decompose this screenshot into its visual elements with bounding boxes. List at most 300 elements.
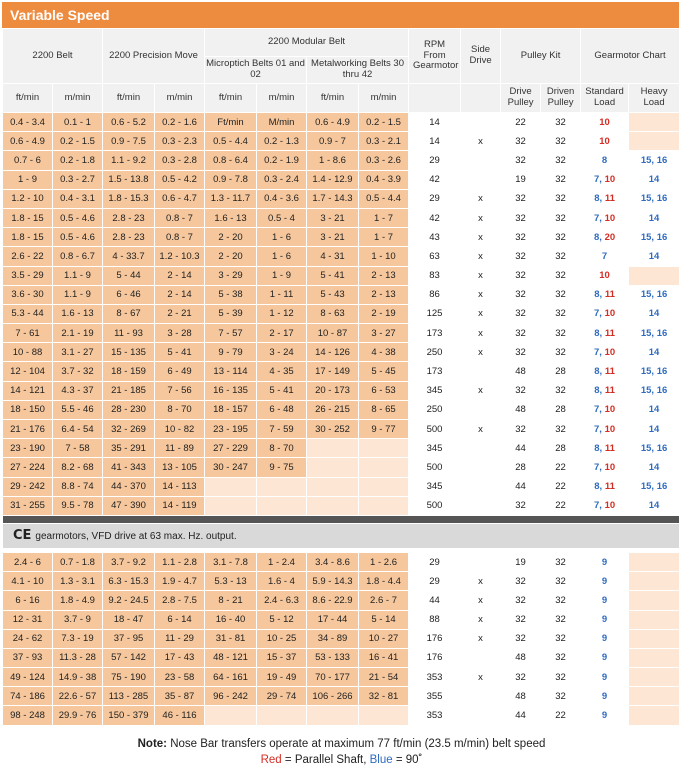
cell-belt-mmin: 7.3 - 19 <box>53 629 103 648</box>
cell-rpm: 345 <box>409 477 461 496</box>
cell-belt-ftmin: 23 - 190 <box>3 439 53 458</box>
cell-metalworking-ftmin: 106 - 266 <box>307 687 359 706</box>
cell-rpm: 29 <box>409 552 461 571</box>
cell-rpm: 42 <box>409 208 461 227</box>
cell-microptich-ftmin <box>205 477 257 496</box>
cell-driven-pulley: 32 <box>541 285 581 304</box>
cell-drive-pulley: 48 <box>501 687 541 706</box>
gearmotor-number: 10 <box>604 404 616 416</box>
cell-microptich-ftmin: 2 - 20 <box>205 228 257 247</box>
cell-drive-pulley: 32 <box>501 132 541 151</box>
cell-metalworking-ftmin: 20 - 173 <box>307 381 359 400</box>
cell-microptich-ftmin: 18 - 157 <box>205 400 257 419</box>
cell-rpm: 176 <box>409 629 461 648</box>
header-ftmin: ft/min <box>103 84 155 113</box>
cell-standard-load <box>581 151 629 170</box>
cell-standard-load <box>581 591 629 610</box>
cell-metalworking-ftmin: 5.9 - 14.3 <box>307 572 359 591</box>
cell-belt-ftmin: 3.5 - 29 <box>3 266 53 285</box>
table-row <box>3 648 680 667</box>
cell-metalworking-ftmin: 34 - 89 <box>307 629 359 648</box>
header-microptich: Microptich Belts 01 and 02 <box>205 57 307 84</box>
table-row <box>3 439 680 458</box>
header-modular-belt: 2200 Modular Belt <box>205 29 409 57</box>
cell-drive-pulley: 32 <box>501 420 541 439</box>
cell-precision-mmin: 1.9 - 4.7 <box>155 572 205 591</box>
cell-rpm: 173 <box>409 362 461 381</box>
cell-precision-ftmin: 37 - 95 <box>103 629 155 648</box>
table-row <box>3 610 680 629</box>
cell-rpm: 500 <box>409 420 461 439</box>
cell-side-drive: x <box>461 189 501 208</box>
cell-precision-ftmin: 8 - 67 <box>103 304 155 323</box>
cell-microptich-mmin: 7 - 59 <box>257 420 307 439</box>
cell-belt-ftmin: 5.3 - 44 <box>3 304 53 323</box>
cell-metalworking-ftmin: 14 - 126 <box>307 343 359 362</box>
table-row <box>3 400 680 419</box>
cell-metalworking-ftmin: 0.6 - 4.9 <box>307 113 359 132</box>
gearmotor-number: 10 <box>599 270 610 282</box>
cell-metalworking-mmin: 2.6 - 7 <box>359 591 409 610</box>
cell-standard-load: 7, 10 <box>581 400 629 419</box>
gearmotor-number: 10 <box>599 135 610 147</box>
cell-microptich-mmin: 2 - 17 <box>257 324 307 343</box>
table-row <box>3 304 680 323</box>
cell-precision-ftmin: 41 - 343 <box>103 458 155 477</box>
cell-belt-mmin: 1.8 - 4.9 <box>53 591 103 610</box>
cell-precision-ftmin: 32 - 269 <box>103 420 155 439</box>
table-row <box>3 228 680 247</box>
cell-precision-ftmin: 11 - 93 <box>103 324 155 343</box>
cell-precision-mmin: 0.3 - 2.8 <box>155 151 205 170</box>
cell-drive-pulley: 32 <box>501 304 541 323</box>
cell-rpm: 500 <box>409 458 461 477</box>
cell-belt-ftmin: 18 - 150 <box>3 400 53 419</box>
cell-microptich-mmin: 15 - 37 <box>257 648 307 667</box>
cell-drive-pulley: 48 <box>501 648 541 667</box>
cell-driven-pulley: 32 <box>541 170 581 189</box>
gearmotor-number: 11 <box>604 442 615 454</box>
cell-precision-ftmin: 150 - 379 <box>103 706 155 725</box>
cell-precision-ftmin: 6.3 - 15.3 <box>103 572 155 591</box>
cell-heavy-load: 14 <box>629 170 680 189</box>
cell-belt-ftmin: 1.8 - 15 <box>3 228 53 247</box>
cell-metalworking-mmin: 0.4 - 3.9 <box>359 170 409 189</box>
cell-driven-pulley: 32 <box>541 420 581 439</box>
cell-microptich-ftmin: 0.5 - 4.4 <box>205 132 257 151</box>
cell-standard-load: 8, 11 <box>581 189 629 208</box>
cell-driven-pulley: 32 <box>541 552 581 571</box>
cell-microptich-mmin: 1 - 6 <box>257 228 307 247</box>
cell-rpm: 353 <box>409 668 461 687</box>
cell-belt-ftmin: 3.6 - 30 <box>3 285 53 304</box>
cell-heavy-load <box>629 591 680 610</box>
header-heavy-load: Heavy Load <box>629 84 680 113</box>
cell-heavy-load <box>629 648 680 667</box>
cell-rpm: 14 <box>409 132 461 151</box>
cell-microptich-mmin: 5 - 41 <box>257 381 307 400</box>
cell-side-drive <box>461 477 501 496</box>
cell-heavy-load: 15, 16 <box>629 362 680 381</box>
cell-precision-mmin: 0.3 - 2.3 <box>155 132 205 151</box>
cell-belt-ftmin: 29 - 242 <box>3 477 53 496</box>
cell-standard-load: 8, 11 <box>581 381 629 400</box>
cell-metalworking-mmin <box>359 458 409 477</box>
cell-precision-mmin: 2 - 14 <box>155 266 205 285</box>
cell-precision-mmin: 35 - 87 <box>155 687 205 706</box>
cell-belt-mmin: 1.3 - 3.1 <box>53 572 103 591</box>
cell-standard-load: 8, 11 <box>581 439 629 458</box>
cell-side-drive: x <box>461 324 501 343</box>
cell-drive-pulley: 48 <box>501 362 541 381</box>
cell-precision-mmin: 11 - 89 <box>155 439 205 458</box>
cell-precision-ftmin: 18 - 159 <box>103 362 155 381</box>
cell-microptich-mmin: 1 - 11 <box>257 285 307 304</box>
cell-drive-pulley: 32 <box>501 381 541 400</box>
cell-side-drive: x <box>461 228 501 247</box>
cell-metalworking-mmin: 6 - 53 <box>359 381 409 400</box>
cell-metalworking-mmin <box>359 706 409 725</box>
table-row <box>3 591 680 610</box>
cell-metalworking-ftmin: 5 - 41 <box>307 266 359 285</box>
cell-metalworking-ftmin: 30 - 252 <box>307 420 359 439</box>
cell-metalworking-ftmin: 70 - 177 <box>307 668 359 687</box>
cell-belt-mmin: 6.4 - 54 <box>53 420 103 439</box>
gearmotor-number: 8 <box>594 193 600 205</box>
cell-belt-mmin: 0.3 - 2.7 <box>53 170 103 189</box>
cell-metalworking-ftmin <box>307 458 359 477</box>
cell-belt-ftmin: 1.8 - 15 <box>3 208 53 227</box>
cell-driven-pulley: 32 <box>541 687 581 706</box>
cell-precision-mmin: 13 - 105 <box>155 458 205 477</box>
cell-standard-load: 8, 11 <box>581 477 629 496</box>
header-2200-belt: 2200 Belt <box>3 29 103 84</box>
gearmotor-number: 9 <box>601 575 608 587</box>
cell-heavy-load: 15, 16 <box>629 228 680 247</box>
header-standard-load: Standard Load <box>581 84 629 113</box>
cell-precision-mmin: 0.8 - 7 <box>155 208 205 227</box>
cell-metalworking-mmin <box>359 439 409 458</box>
cell-precision-mmin: 7 - 56 <box>155 381 205 400</box>
cell-heavy-load: 15, 16 <box>629 381 680 400</box>
gearmotor-number: 7 <box>593 212 600 224</box>
cell-precision-ftmin: 47 - 390 <box>103 496 155 515</box>
cell-belt-mmin: 1.1 - 9 <box>53 285 103 304</box>
cell-belt-mmin: 3.1 - 27 <box>53 343 103 362</box>
cell-driven-pulley: 28 <box>541 362 581 381</box>
cell-metalworking-ftmin: 0.9 - 7 <box>307 132 359 151</box>
note-label: Note: <box>137 738 167 750</box>
cell-belt-ftmin: 2.6 - 22 <box>3 247 53 266</box>
ce-band <box>3 523 680 548</box>
cell-driven-pulley: 32 <box>541 572 581 591</box>
cell-precision-mmin: 0.5 - 4.2 <box>155 170 205 189</box>
cell-microptich-mmin <box>257 477 307 496</box>
cell-rpm: 86 <box>409 285 461 304</box>
table-row <box>3 208 680 227</box>
gearmotor-number: 10 <box>604 308 616 320</box>
cell-rpm: 29 <box>409 572 461 591</box>
cell-precision-mmin: 1.1 - 2.8 <box>155 552 205 571</box>
cell-heavy-load: 14 <box>629 304 680 323</box>
cell-heavy-load: 15, 16 <box>629 151 680 170</box>
cell-belt-ftmin: 12 - 31 <box>3 610 53 629</box>
cell-driven-pulley: 32 <box>541 324 581 343</box>
cell-driven-pulley: 32 <box>541 113 581 132</box>
cell-heavy-load <box>629 629 680 648</box>
cell-side-drive <box>461 496 501 515</box>
gearmotor-number: 9 <box>601 710 608 722</box>
cell-precision-mmin: 46 - 116 <box>155 706 205 725</box>
gearmotor-number: 7 <box>593 423 600 435</box>
gearmotor-number: 8 <box>594 442 600 454</box>
gearmotor-number: 10 <box>604 461 616 473</box>
gearmotor-number: 11 <box>604 193 615 205</box>
cell-microptich-mmin: 3 - 24 <box>257 343 307 362</box>
cell-microptich-mmin: 2.4 - 6.3 <box>257 591 307 610</box>
section-divider <box>3 515 680 523</box>
cell-metalworking-mmin: 16 - 41 <box>359 648 409 667</box>
cell-microptich-ftmin: 23 - 195 <box>205 420 257 439</box>
header-mmin: m/min <box>359 84 409 113</box>
cell-belt-mmin: 8.2 - 68 <box>53 458 103 477</box>
cell-belt-mmin: 0.1 - 1 <box>53 113 103 132</box>
cell-precision-ftmin: 21 - 185 <box>103 381 155 400</box>
cell-driven-pulley: 32 <box>541 304 581 323</box>
cell-standard-load: 7, 10 <box>581 420 629 439</box>
cell-side-drive: x <box>461 629 501 648</box>
cell-rpm: 353 <box>409 706 461 725</box>
cell-standard-load <box>581 266 629 285</box>
cell-metalworking-mmin: 1 - 2.6 <box>359 552 409 571</box>
cell-metalworking-ftmin: 1.4 - 12.9 <box>307 170 359 189</box>
cell-side-drive: x <box>461 285 501 304</box>
cell-driven-pulley: 32 <box>541 591 581 610</box>
gearmotor-number: 8 <box>594 385 600 397</box>
cell-belt-mmin: 7 - 58 <box>53 439 103 458</box>
cell-microptich-ftmin: 8 - 21 <box>205 591 257 610</box>
table-row <box>3 324 680 343</box>
gearmotor-number: 8 <box>594 327 600 339</box>
cell-metalworking-ftmin: 5 - 43 <box>307 285 359 304</box>
cell-metalworking-mmin: 0.3 - 2.6 <box>359 151 409 170</box>
gearmotor-number: 10 <box>604 212 616 224</box>
gearmotor-number: 7 <box>593 500 600 512</box>
table-row <box>3 687 680 706</box>
cell-microptich-mmin: 1.6 - 4 <box>257 572 307 591</box>
cell-precision-mmin: 2.8 - 7.5 <box>155 591 205 610</box>
cell-precision-mmin: 2 - 14 <box>155 285 205 304</box>
cell-heavy-load <box>629 610 680 629</box>
cell-precision-ftmin: 15 - 135 <box>103 343 155 362</box>
cell-metalworking-ftmin: 4 - 31 <box>307 247 359 266</box>
cell-microptich-ftmin <box>205 496 257 515</box>
table-row <box>3 189 680 208</box>
cell-belt-mmin: 1.6 - 13 <box>53 304 103 323</box>
table-row <box>3 247 680 266</box>
cell-precision-mmin: 5 - 41 <box>155 343 205 362</box>
cell-driven-pulley: 22 <box>541 706 581 725</box>
table-row <box>3 381 680 400</box>
gearmotor-number: 10 <box>604 500 616 512</box>
cell-drive-pulley: 32 <box>501 610 541 629</box>
cell-driven-pulley: 22 <box>541 496 581 515</box>
cell-microptich-mmin: 8 - 70 <box>257 439 307 458</box>
cell-metalworking-ftmin: 17 - 44 <box>307 610 359 629</box>
cell-rpm: 173 <box>409 324 461 343</box>
cell-microptich-ftmin: 27 - 229 <box>205 439 257 458</box>
cell-precision-mmin: 0.6 - 4.7 <box>155 189 205 208</box>
cell-microptich-ftmin <box>205 706 257 725</box>
gearmotor-number: 9 <box>601 633 608 645</box>
cell-rpm: 43 <box>409 228 461 247</box>
cell-precision-ftmin: 57 - 142 <box>103 648 155 667</box>
cell-side-drive <box>461 151 501 170</box>
table-row <box>3 629 680 648</box>
cell-precision-mmin: 2 - 21 <box>155 304 205 323</box>
cell-metalworking-mmin: 2 - 13 <box>359 266 409 285</box>
gearmotor-number: 7 <box>601 250 608 262</box>
cell-belt-ftmin: 0.4 - 3.4 <box>3 113 53 132</box>
header-rpm-empty <box>409 84 461 113</box>
cell-metalworking-mmin: 9 - 77 <box>359 420 409 439</box>
cell-belt-ftmin: 2.4 - 6 <box>3 552 53 571</box>
cell-metalworking-ftmin: 26 - 215 <box>307 400 359 419</box>
cell-rpm: 83 <box>409 266 461 285</box>
gearmotor-number: 8 <box>594 481 600 493</box>
cell-drive-pulley: 32 <box>501 247 541 266</box>
cell-precision-mmin: 23 - 58 <box>155 668 205 687</box>
cell-side-drive <box>461 648 501 667</box>
cell-microptich-ftmin: 48 - 121 <box>205 648 257 667</box>
cell-side-drive: x <box>461 381 501 400</box>
cell-metalworking-mmin: 2 - 19 <box>359 304 409 323</box>
cell-metalworking-ftmin: 8.6 - 22.9 <box>307 591 359 610</box>
cell-belt-mmin: 4.3 - 37 <box>53 381 103 400</box>
cell-belt-mmin: 0.7 - 1.8 <box>53 552 103 571</box>
cell-belt-ftmin: 10 - 88 <box>3 343 53 362</box>
table-row <box>3 572 680 591</box>
cell-microptich-ftmin: 3.1 - 7.8 <box>205 552 257 571</box>
cell-drive-pulley: 44 <box>501 439 541 458</box>
header-ftmin: ft/min <box>307 84 359 113</box>
table-row <box>3 170 680 189</box>
gearmotor-number: 11 <box>604 327 615 339</box>
cell-microptich-mmin: 0.5 - 4 <box>257 208 307 227</box>
cell-microptich-mmin: 1 - 6 <box>257 247 307 266</box>
cell-metalworking-ftmin: 3 - 21 <box>307 208 359 227</box>
cell-rpm: 63 <box>409 247 461 266</box>
band-text: gearmotors, VFD drive at 63 max. Hz. output. <box>35 531 237 543</box>
header-mmin: m/min <box>155 84 205 113</box>
cell-microptich-mmin: 19 - 49 <box>257 668 307 687</box>
cell-precision-ftmin: 1.1 - 9.2 <box>103 151 155 170</box>
cell-microptich-mmin <box>257 496 307 515</box>
cell-metalworking-mmin: 1 - 10 <box>359 247 409 266</box>
cell-side-drive: x <box>461 668 501 687</box>
cell-metalworking-ftmin: 1.7 - 14.3 <box>307 189 359 208</box>
cell-microptich-ftmin: 0.9 - 7.8 <box>205 170 257 189</box>
gearmotor-number: 20 <box>604 231 616 243</box>
cell-standard-load <box>581 648 629 667</box>
cell-precision-ftmin: 2.8 - 23 <box>103 228 155 247</box>
cell-precision-ftmin: 75 - 190 <box>103 668 155 687</box>
cell-microptich-mmin: 1 - 2.4 <box>257 552 307 571</box>
cell-microptich-ftmin: 5 - 38 <box>205 285 257 304</box>
gearmotor-number: 9 <box>601 594 608 606</box>
cell-heavy-load <box>629 552 680 571</box>
legend-blue-text: = 90˚ <box>392 754 423 766</box>
table-row <box>3 706 680 725</box>
cell-drive-pulley: 32 <box>501 189 541 208</box>
table-row <box>3 477 680 496</box>
cell-rpm: 500 <box>409 496 461 515</box>
cell-metalworking-mmin: 8 - 65 <box>359 400 409 419</box>
cell-microptich-mmin: 0.2 - 1.3 <box>257 132 307 151</box>
cell-microptich-ftmin: 9 - 79 <box>205 343 257 362</box>
cell-standard-load: 7, 10 <box>581 343 629 362</box>
cell-metalworking-mmin: 1 - 7 <box>359 208 409 227</box>
cell-drive-pulley: 32 <box>501 629 541 648</box>
cell-side-drive: x <box>461 266 501 285</box>
cell-microptich-ftmin: 5 - 39 <box>205 304 257 323</box>
cell-drive-pulley: 44 <box>501 706 541 725</box>
cell-metalworking-mmin: 10 - 27 <box>359 629 409 648</box>
gearmotor-number: 7 <box>593 174 600 186</box>
cell-drive-pulley: 32 <box>501 591 541 610</box>
cell-metalworking-mmin: 1 - 7 <box>359 228 409 247</box>
gearmotor-number: 8 <box>594 289 600 301</box>
cell-side-drive <box>461 439 501 458</box>
cell-heavy-load <box>629 266 680 285</box>
gearmotor-number: 7 <box>593 404 600 416</box>
cell-precision-ftmin: 6 - 46 <box>103 285 155 304</box>
cell-microptich-mmin: 5 - 12 <box>257 610 307 629</box>
table-row <box>3 458 680 477</box>
cell-drive-pulley: 32 <box>501 266 541 285</box>
cell-rpm: 29 <box>409 189 461 208</box>
cell-driven-pulley: 22 <box>541 477 581 496</box>
cell-microptich-ftmin: 1.3 - 11.7 <box>205 189 257 208</box>
cell-metalworking-ftmin: 17 - 149 <box>307 362 359 381</box>
cell-heavy-load <box>629 668 680 687</box>
cell-drive-pulley: 48 <box>501 400 541 419</box>
header-precision-move: 2200 Precision Move <box>103 29 205 84</box>
cell-standard-load: 7, 10 <box>581 304 629 323</box>
cell-rpm: 345 <box>409 439 461 458</box>
cell-metalworking-ftmin: 53 - 133 <box>307 648 359 667</box>
cell-belt-mmin: 11.3 - 28 <box>53 648 103 667</box>
cell-metalworking-mmin: 3 - 27 <box>359 324 409 343</box>
cell-drive-pulley: 28 <box>501 458 541 477</box>
cell-heavy-load: 15, 16 <box>629 477 680 496</box>
cell-metalworking-mmin: 5 - 14 <box>359 610 409 629</box>
table-row <box>3 668 680 687</box>
cell-drive-pulley: 32 <box>501 343 541 362</box>
cell-belt-mmin: 29.9 - 76 <box>53 706 103 725</box>
cell-precision-mmin: 1.2 - 10.3 <box>155 247 205 266</box>
gearmotor-number: 8 <box>594 366 600 378</box>
cell-side-drive: x <box>461 343 501 362</box>
cell-side-drive: x <box>461 132 501 151</box>
cell-side-drive <box>461 362 501 381</box>
cell-belt-mmin: 1.1 - 9 <box>53 266 103 285</box>
cell-side-drive: x <box>461 591 501 610</box>
cell-side-drive <box>461 706 501 725</box>
gearmotor-number: 10 <box>604 346 616 358</box>
cell-rpm: 345 <box>409 381 461 400</box>
cell-belt-mmin: 5.5 - 46 <box>53 400 103 419</box>
